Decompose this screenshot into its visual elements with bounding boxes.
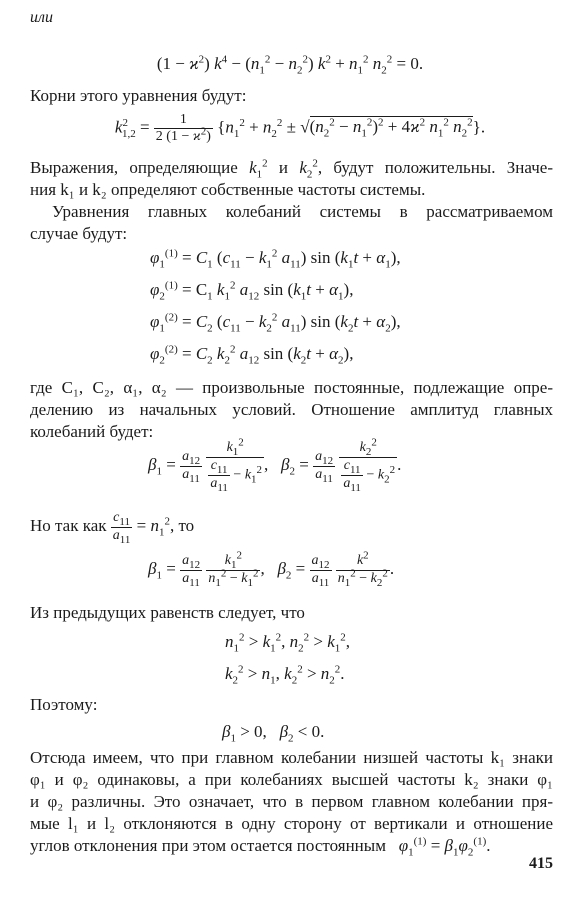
text-constants-line3: колебаний будет:: [30, 422, 154, 441]
text-constants-line2: делению из начальных условий. Отношение амплитуд главных: [30, 400, 553, 419]
text-expressions-line1: Выражения, определяющие $k_1^2$ и $k_2^2$, будут положительны. Значе-: [30, 157, 553, 181]
formula-beta-ratio: $\beta_1$ = $\frac{a_{12}}{a_{11}}$ $k_1^2$ $\frac{c_{11}}{a_{11}}$ − $k_1^2$ , $\beta_2$ = $\frac{a_{12}}{a_{11}}$ $k_2^2$ $\frac{c_{11}}{a_{11}}$ − $k_2^2$ .: [148, 436, 402, 494]
text-main-line2: случае будут:: [30, 224, 128, 243]
formula-phi2-2: $\varphi_2^{(2)} = C_2$ $k_2^2$ $a_{12}$ $\sin (k_2t + \alpha_2)$,: [150, 343, 354, 367]
formula-phi1-1: $\varphi_1^{(1)} = C_1$ ($c_{11} - k_1^2$ $a_{11}$) $\sin (k_1t + \alpha_1)$,: [150, 247, 401, 271]
text-conclusion-line2: φ₁ и φ₂ одинаковы, а при колебаниях высшей частоты k₂ знаки φ₁: [30, 770, 553, 789]
page-number: 415: [529, 855, 553, 872]
formula-roots: $k^2_{1,2}$ = $\frac{1}{2 (1 - ϰ^2)}$ {$n_1^2 + n_2^2 \pm √(n_2^2 - n_1^2)^2 + 4ϰ^2$ $n_1^2$ $n_2^2$}.: [114, 112, 486, 144]
text-ili: или: [30, 9, 53, 26]
text-constants-line1: где C₁, C₂, α₁, α₂ — произвольные постоянные, подлежащие опре-: [30, 378, 553, 397]
text-but-since: Но так как $\frac{c_{11}}{a_{11}}$ = $n_1^2$, то: [30, 510, 195, 546]
text-roots-intro: Корни этого уравнения будут:: [30, 86, 247, 105]
text-expressions-line2: ния k₁ и k₂ определяют собственные частоты системы.: [30, 180, 426, 199]
formula-phi1-2: $\varphi_1^{(2)} = C_2$ ($c_{11} - k_2^2$ $a_{11}$) $\sin (k_2t + \alpha_2)$,: [150, 311, 401, 335]
text-main-line1: Уравнения главных колебаний системы в рассматриваемом: [52, 202, 553, 221]
formula-signs: $\beta_1 > 0$, $\beta_2 < 0$.: [222, 722, 325, 745]
text-conclusion-line5: углов отклонения при этом остается постоянным $\varphi_1^{(1)} = \beta_1\varphi_2^{(1)}$.: [30, 835, 491, 859]
text-follows: Из предыдущих равенств следует, что: [30, 603, 305, 622]
text-therefore: Поэтому:: [30, 695, 98, 714]
text-conclusion-line1: Отсюда имеем, что при главном колебании низшей частоты k₁ знаки: [30, 748, 553, 767]
text-conclusion-line4: мые l₁ и l₂ отклоняются в одну сторону от вертикали и отношение: [30, 814, 553, 833]
formula-beta-simplified: $\beta_1$ = $\frac{a_{12}}{a_{11}}$ $\frac{k_1^2}{n_1^2 - k_1^2}$ , $\beta_2$ = $\frac{a_{12}}{a_{11}}$ $\frac{k^2}{n_1^2 - k_2^2}$ .: [148, 549, 395, 589]
formula-characteristic-equation: $(1 - ϰ^2)$ $k^4 - (n_1^2 - n_2^2) k^2 + n_1^2$ $n_2^2 = 0$.: [156, 53, 424, 77]
formula-inequalities-1: $n_1^2 > k_1^2$, $n_2^2 > k_1^2$,: [225, 631, 351, 655]
formula-phi2-1: $\varphi_2^{(1)} = C_1$ $k_1^2$ $a_{12}$ $\sin (k_1t + \alpha_1)$,: [150, 279, 354, 303]
formula-inequalities-2: $k_2^2 > n_1$, $k_2^2 > n_2^2$.: [225, 663, 345, 687]
text-conclusion-line3: и φ₂ различны. Это означает, что в первом главном колебании пря-: [30, 792, 553, 811]
